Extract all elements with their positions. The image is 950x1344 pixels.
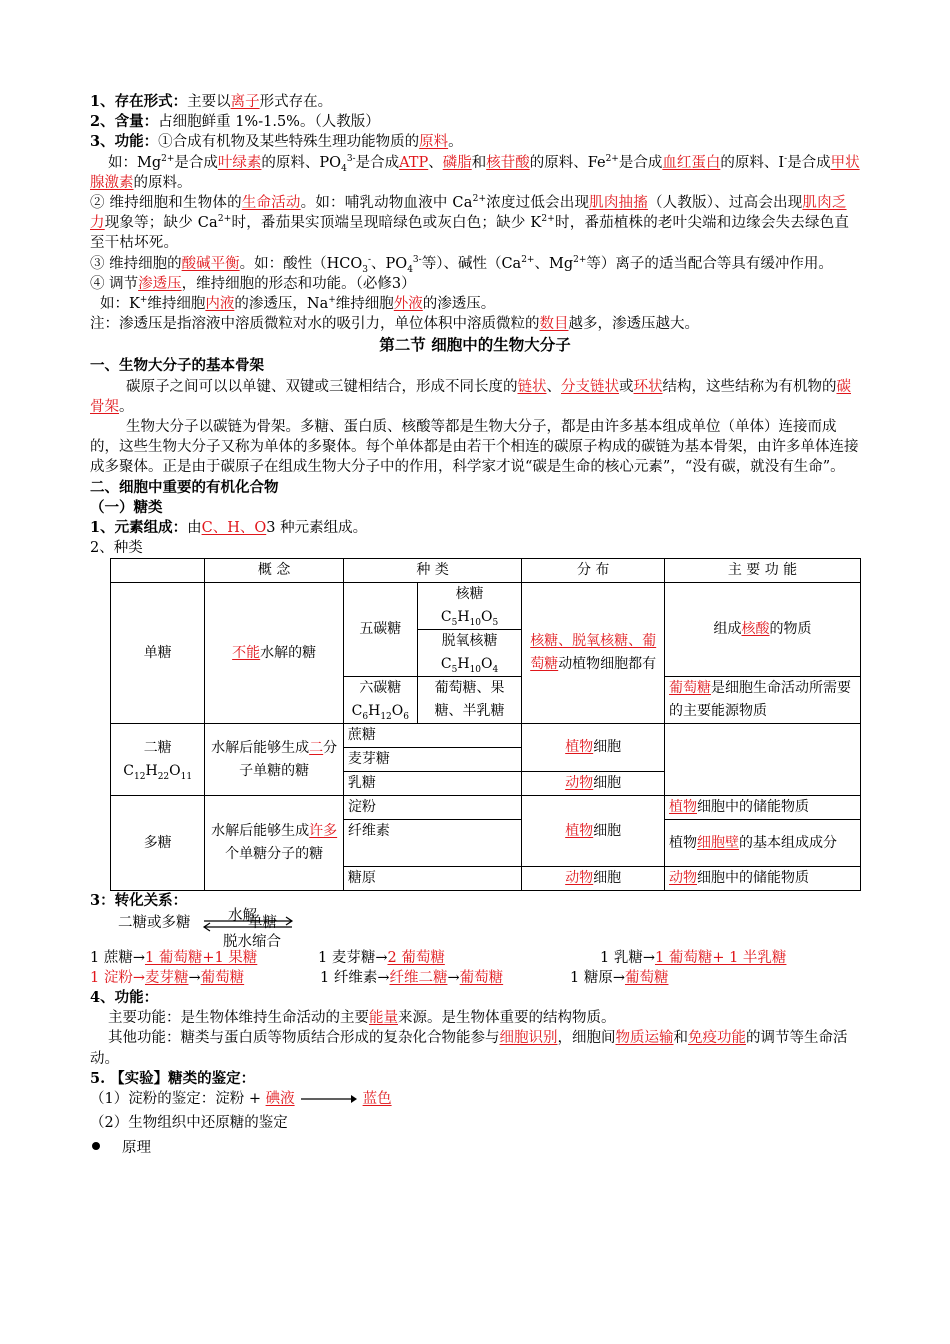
table-cell bbox=[665, 796, 861, 820]
text: 是合成 bbox=[787, 154, 831, 171]
answer: 葡萄糖 bbox=[200, 969, 245, 986]
text: 细胞 bbox=[593, 739, 622, 756]
answer: 1 葡萄糖+1 果糖 bbox=[144, 949, 258, 966]
text: → bbox=[447, 969, 460, 986]
content-line bbox=[90, 112, 860, 132]
text: 组成 bbox=[713, 621, 742, 638]
conv-top: 水解 bbox=[228, 907, 257, 924]
text: 细胞中的储能物质 bbox=[697, 870, 809, 887]
text: 的渗透压。 bbox=[422, 296, 496, 313]
text: 核糖 bbox=[455, 586, 484, 603]
answer: 外液 bbox=[393, 296, 423, 313]
table-cell: 五碳糖 bbox=[343, 583, 417, 677]
text: 结构，这些结称为有机物的 bbox=[662, 378, 837, 395]
text: 是细胞生命活动所需要的主要能源物质 bbox=[669, 680, 851, 720]
text: ，维持细胞的形态和功能。（必修3） bbox=[181, 275, 416, 292]
superscript: 2+ bbox=[521, 254, 535, 265]
text: ② 维持细胞和生物体的 bbox=[90, 195, 242, 212]
table-cell: 乳糖 bbox=[343, 772, 522, 796]
text: 占细胞鲜重 1%-1.5%。（人教版） bbox=[158, 114, 380, 131]
table-cell: 麦芽糖 bbox=[343, 748, 522, 772]
answer: 葡萄糖 bbox=[669, 680, 711, 697]
paragraph-carbon bbox=[90, 377, 860, 417]
text: → bbox=[188, 969, 201, 986]
text: 二糖 bbox=[143, 739, 172, 756]
answer: 核糖、脱氧核糖、葡萄糖 bbox=[530, 633, 657, 673]
subscript: 3 bbox=[362, 264, 368, 275]
right-arrow-icon bbox=[299, 1093, 359, 1105]
answer: 动物 bbox=[565, 870, 594, 887]
superscript: 2+ bbox=[573, 254, 587, 265]
text: 现象等；缺少 Ca bbox=[104, 215, 218, 232]
text: ①合成有机物及某些特殊生理功能物质的 bbox=[158, 134, 420, 151]
text: 水解后能够生成 bbox=[211, 823, 310, 840]
text: 。如：哺乳动物血液中 Ca bbox=[300, 195, 473, 212]
answer: 碳骨架 bbox=[90, 378, 851, 415]
table-cell bbox=[205, 583, 344, 724]
heading-organic: 二、细胞中重要的有机化合物 bbox=[90, 478, 279, 496]
text: 脱氧核糖 bbox=[441, 633, 498, 650]
subscript: 4 bbox=[341, 163, 347, 174]
answer: 血红蛋白 bbox=[662, 154, 721, 171]
answer: 动物 bbox=[565, 775, 594, 792]
note-line bbox=[90, 314, 860, 334]
text: I bbox=[778, 154, 785, 171]
superscript: - bbox=[784, 153, 788, 164]
text: 维持细胞 bbox=[147, 296, 206, 313]
table-cell bbox=[665, 583, 861, 677]
text: 。如：酸性（HCO bbox=[239, 255, 363, 272]
text: 细胞 bbox=[593, 822, 622, 839]
text: 1、元素组成： bbox=[90, 519, 188, 537]
text: 、Mg bbox=[534, 255, 574, 272]
other-function bbox=[90, 1028, 860, 1068]
text: 碳原子之间可以以单键、双键或三键相结合，形成不同长度的 bbox=[126, 378, 518, 395]
table-cell bbox=[205, 724, 344, 796]
table-cell: 纤维素 bbox=[343, 820, 522, 867]
table-cell: 多糖 bbox=[111, 796, 205, 891]
sugar-table bbox=[110, 558, 861, 891]
table-cell bbox=[522, 772, 665, 796]
formula: $C_5H_{10}O_4$ bbox=[440, 656, 499, 676]
answer: 植物 bbox=[669, 799, 697, 816]
answer: 植物 bbox=[565, 739, 594, 756]
text: 。 bbox=[119, 398, 134, 415]
table-cell bbox=[522, 583, 665, 724]
text: 动植物细胞都有 bbox=[558, 656, 657, 673]
text: 和 bbox=[673, 1030, 688, 1047]
text: 的原料、Fe bbox=[529, 154, 606, 171]
text: 由 bbox=[187, 520, 202, 537]
superscript: - bbox=[367, 254, 372, 265]
table-cell bbox=[343, 677, 417, 724]
table-cell bbox=[665, 724, 861, 796]
text: 、PO bbox=[371, 255, 408, 272]
table-cell bbox=[417, 630, 522, 677]
paragraph-macromolecule: 生物大分子以碳链为骨架。多糖、蛋白质、核酸等都是生物大分子，都是由许多基本组成单位（单体）连接而成的，这些生物大分子又称为单体的多聚体。每个单体都是由若干个相连的碳原子构成的碳链为基本骨架，由许多单体连接成多聚体。正是由于碳原子在组成生物大分子中的作用，科学家才说“碳是生命的核心元素”，“没有碳，就没有生命”。 bbox=[90, 419, 859, 476]
superscript: 2+ bbox=[541, 214, 556, 225]
heading-sugar: （一）糖类 bbox=[90, 498, 163, 516]
superscript: + bbox=[139, 295, 148, 306]
answer: 麦芽糖 bbox=[144, 969, 189, 986]
text: 、 bbox=[546, 378, 561, 395]
text: 是合成 bbox=[618, 154, 663, 171]
answer: 动物 bbox=[669, 870, 697, 887]
text: 的渗透压，Na bbox=[234, 296, 329, 313]
conv-right: 单糖 bbox=[248, 914, 277, 931]
text: （1）淀粉的鉴定：淀粉 + bbox=[90, 1091, 266, 1108]
text: 个单糖分子的糖 bbox=[225, 846, 324, 863]
table-cell bbox=[522, 724, 665, 772]
text: 如：Mg bbox=[108, 154, 162, 171]
answer: C、H、O bbox=[201, 520, 267, 537]
column bbox=[320, 968, 570, 988]
experiment-2: （2）生物组织中还原糖的鉴定 bbox=[90, 1115, 288, 1132]
superscript: 3- bbox=[412, 254, 422, 265]
kind-label: 2、种类 bbox=[90, 540, 143, 557]
conversion-row-2 bbox=[90, 968, 860, 988]
answer: 核苷酸 bbox=[486, 154, 530, 171]
conversion-label: 3：转化关系： bbox=[90, 892, 188, 910]
answer: 1 葡萄糖+ 1 半乳糖 bbox=[654, 949, 787, 966]
conv-left: 二糖或多糖 bbox=[118, 914, 191, 931]
table-header: 概 念 bbox=[205, 559, 344, 583]
table-cell bbox=[111, 724, 205, 796]
text: 主要以 bbox=[187, 94, 231, 110]
section-title: 第二节 细胞中的生物大分子 bbox=[379, 335, 571, 355]
text: ③ 维持细胞的 bbox=[90, 255, 182, 272]
text: 、 bbox=[428, 154, 443, 171]
answer: ATP bbox=[399, 154, 429, 171]
text: 1 麦芽糖→ bbox=[318, 949, 388, 966]
superscript: 2+ bbox=[472, 194, 487, 205]
existence-line bbox=[90, 92, 860, 112]
column bbox=[570, 968, 668, 988]
text: 细胞 bbox=[593, 775, 622, 792]
superscript: 2+ bbox=[161, 153, 175, 164]
answer: 植物 bbox=[565, 822, 594, 839]
text: 其他功能：糖类与蛋白质等物质结合形成的复杂化合物能参与 bbox=[108, 1030, 500, 1047]
answer: 纤维二糖 bbox=[389, 969, 448, 986]
main-function bbox=[90, 1008, 860, 1028]
text: 的物质 bbox=[769, 621, 812, 638]
answer: 碘液 bbox=[265, 1091, 295, 1108]
answer: 细胞识别 bbox=[499, 1030, 558, 1047]
experiment-label: 5. 【实验】糖类的鉴定： bbox=[90, 1069, 256, 1087]
principle-item bbox=[90, 1138, 860, 1158]
answer-raw-material: 原料 bbox=[419, 134, 449, 151]
text: 是合成 bbox=[174, 154, 218, 171]
superscript: 2+ bbox=[217, 214, 232, 225]
answer: 酸碱平衡 bbox=[181, 255, 240, 272]
text: 等）、碱性（Ca bbox=[421, 255, 522, 272]
document-page bbox=[90, 92, 860, 1158]
text: ，细胞间 bbox=[557, 1030, 616, 1047]
text: 浓度过低会出现 bbox=[486, 195, 590, 212]
table-cell bbox=[205, 796, 344, 891]
text: 等）离子的适当配合等具有缓冲作用。 bbox=[586, 255, 833, 272]
text: 的原料。 bbox=[133, 174, 192, 191]
text: （人教版）、过高会出现 bbox=[647, 195, 803, 212]
text: 和 bbox=[471, 154, 487, 171]
table-cell bbox=[111, 559, 205, 583]
answer: 肌肉抽搐 bbox=[589, 195, 648, 212]
answer: 核酸 bbox=[741, 621, 770, 638]
table-cell bbox=[522, 867, 665, 891]
formula: $C_6H_{12}O_6$ bbox=[351, 703, 409, 723]
formula: $C_5H_{10}O_5$ bbox=[440, 609, 499, 629]
text: 的原料、PO bbox=[261, 154, 342, 171]
table-header: 分 布 bbox=[522, 559, 665, 583]
table-header: 主 要 功 能 bbox=[665, 559, 861, 583]
example-line bbox=[90, 153, 860, 193]
text: 时，番茄果实顶端呈现暗绿色或灰白色；缺少 K bbox=[231, 215, 542, 232]
answer: 生命活动 bbox=[241, 195, 301, 212]
text: 的调节等生命活动。 bbox=[90, 1030, 848, 1067]
double-arrow-icon bbox=[200, 916, 296, 932]
function-4 bbox=[90, 274, 860, 294]
text: 主要功能：是生物体维持生命活动的主要 bbox=[108, 1010, 369, 1027]
answer: 免疫功能 bbox=[688, 1030, 746, 1047]
answer-ions: 离子 bbox=[230, 94, 260, 110]
conversion-diagram bbox=[90, 907, 860, 952]
existence-label: 1、存在形式： bbox=[90, 93, 188, 110]
table-header: 种 类 bbox=[343, 559, 522, 583]
text: 六碳糖 bbox=[359, 680, 402, 697]
answer: 二 bbox=[309, 739, 324, 756]
superscript: 3- bbox=[346, 153, 356, 164]
answer: 2 葡萄糖 bbox=[387, 949, 445, 966]
table-cell: 葡萄糖、果糖、半乳糖 bbox=[417, 677, 522, 724]
text: 水解的糖 bbox=[260, 644, 317, 661]
heading-skeleton: 一、生物大分子的基本骨架 bbox=[90, 357, 264, 375]
table-cell bbox=[522, 796, 665, 867]
text: 如：K bbox=[100, 296, 140, 313]
answer: 磷脂 bbox=[442, 154, 472, 171]
column bbox=[90, 968, 320, 988]
answer: 蓝色 bbox=[362, 1091, 392, 1108]
table-cell bbox=[665, 820, 861, 867]
experiment-1 bbox=[90, 1089, 860, 1109]
table-cell: 糖原 bbox=[343, 867, 522, 891]
text: 细胞 bbox=[593, 870, 622, 887]
table-row bbox=[111, 724, 861, 748]
text: 1 蔗糖→ bbox=[90, 949, 145, 966]
table-cell: 淀粉 bbox=[343, 796, 522, 820]
function-label: 3、功能： bbox=[90, 133, 159, 151]
text: 植物 bbox=[669, 834, 697, 851]
text: 细胞中的储能物质 bbox=[697, 799, 809, 816]
answer: 内液 bbox=[205, 296, 235, 313]
text: 注：渗透压是指溶液中溶质微粒对水的吸引力，单位体积中溶质微粒的 bbox=[90, 316, 540, 333]
answer: 细胞壁 bbox=[697, 834, 739, 851]
answer: 分支链状 bbox=[561, 378, 619, 395]
function-label-2: 4、功能： bbox=[90, 989, 159, 1007]
text: 维持细胞 bbox=[335, 296, 394, 313]
text: 是合成 bbox=[355, 154, 400, 171]
content-label: 2、含量： bbox=[90, 113, 159, 131]
answer: 甲状腺激素 bbox=[90, 154, 860, 191]
text: 或 bbox=[619, 378, 634, 395]
text: 越多，渗透压越大。 bbox=[568, 316, 699, 333]
bullet-icon bbox=[92, 1142, 100, 1150]
text: 1 淀粉→ bbox=[90, 969, 145, 986]
answer: 葡萄糖 bbox=[624, 969, 669, 986]
text: ④ 调节 bbox=[90, 275, 139, 292]
answer: 能量 bbox=[369, 1010, 398, 1027]
text: 的基本组成成分 bbox=[739, 834, 837, 851]
text: 形式存在。 bbox=[259, 94, 333, 110]
function-2 bbox=[90, 193, 860, 254]
table-cell bbox=[665, 867, 861, 891]
table-cell bbox=[417, 583, 522, 630]
subscript: 4 bbox=[407, 264, 413, 275]
answer: 不能 bbox=[232, 644, 261, 661]
conv-bottom: 脱水缩合 bbox=[223, 933, 281, 950]
formula: $C_{12}H_{22}O_{11}$ bbox=[123, 762, 193, 782]
table-row bbox=[111, 583, 861, 630]
text: 来源。是生物体重要的结构物质。 bbox=[398, 1010, 616, 1027]
function-line bbox=[90, 132, 860, 152]
function-4-example bbox=[90, 294, 860, 314]
answer: 许多 bbox=[309, 823, 338, 840]
answer: 链状 bbox=[517, 378, 547, 395]
answer: 渗透压 bbox=[138, 275, 182, 292]
text: 分子单糖的糖 bbox=[239, 739, 338, 779]
table-cell bbox=[665, 677, 861, 724]
superscript: 2+ bbox=[605, 153, 619, 164]
answer: 葡萄糖 bbox=[459, 969, 504, 986]
text: 原理 bbox=[122, 1139, 151, 1156]
text: 时，番茄植株的老叶尖端和边缘会失去绿色直至干枯坏死。 bbox=[90, 215, 850, 252]
text: 水解后能够生成 bbox=[211, 739, 310, 756]
function-3 bbox=[90, 254, 860, 274]
text: 1 纤维素→ bbox=[320, 969, 390, 986]
answer: 环状 bbox=[633, 378, 663, 395]
answer: 叶绿素 bbox=[217, 154, 262, 171]
answer: 数目 bbox=[539, 316, 569, 333]
superscript: + bbox=[328, 295, 336, 306]
table-cell: 单糖 bbox=[111, 583, 205, 724]
table-header-row bbox=[111, 559, 861, 583]
text: 1 糖原→ bbox=[570, 969, 625, 986]
table-cell: 蔗糖 bbox=[343, 724, 522, 748]
element-line bbox=[90, 518, 860, 538]
text: 的原料、 bbox=[720, 154, 779, 171]
answer: 肌肉乏力 bbox=[90, 195, 847, 232]
text: 3 种元素组成。 bbox=[266, 520, 368, 537]
answer: 物质运输 bbox=[615, 1030, 674, 1047]
table-row bbox=[111, 796, 861, 820]
text: 。 bbox=[448, 134, 463, 151]
text: 1 乳糖→ bbox=[600, 949, 655, 966]
